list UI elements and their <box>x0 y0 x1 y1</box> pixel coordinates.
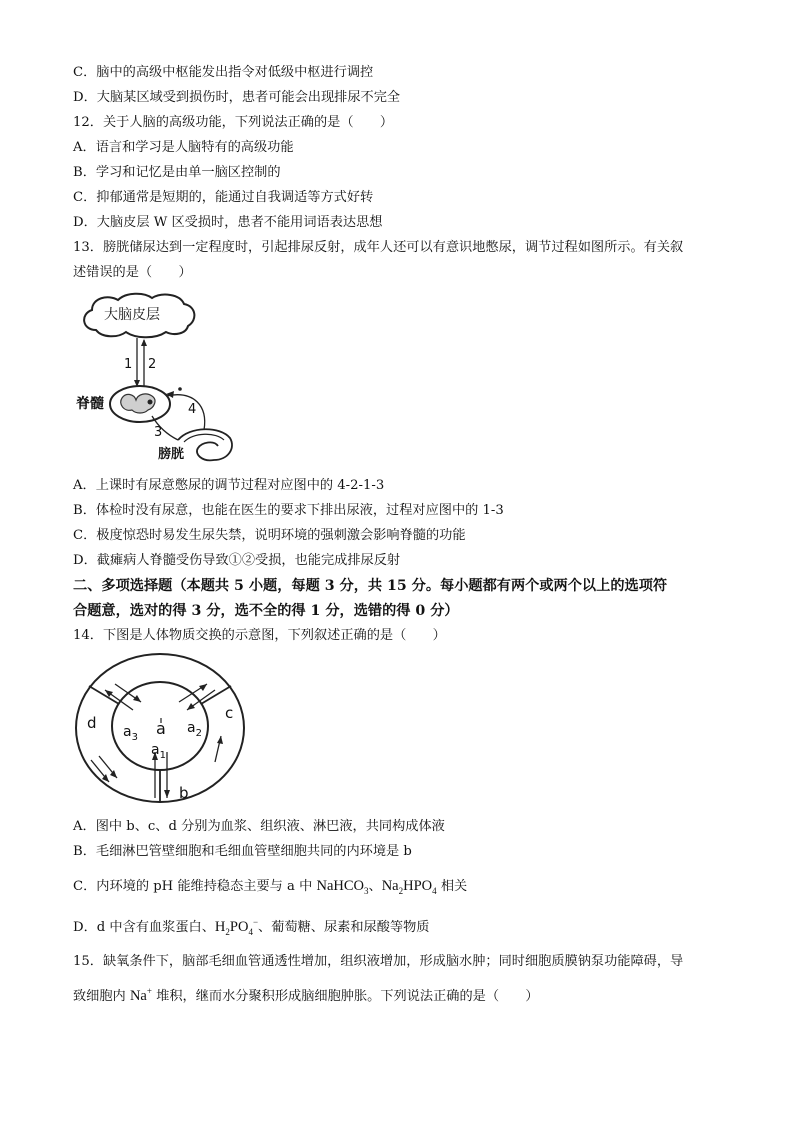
pathway-2-arrow <box>141 339 147 346</box>
q14-stem: 14．下图是人体物质交换的示意图，下列叙述正确的是（ ） <box>73 628 446 643</box>
label-b: b <box>179 784 189 802</box>
arrow-ring-lower-left <box>91 756 117 782</box>
q15-stem-line2: 致细胞内 Na+ 堆积，继而水分聚积形成脑细胞肿胀。下列说法正确的是（ ） <box>73 986 539 1004</box>
receptor-dot <box>178 387 182 391</box>
q14-option-a: A．图中 b、c、d 分别为血浆、组织液、淋巴液，共同构成体液 <box>73 819 445 834</box>
exchange-diagram <box>75 652 245 806</box>
bladder-label: 膀胱 <box>158 447 185 462</box>
q11-option-d: D．大脑某区域受到损伤时，患者可能会出现排尿不完全 <box>73 90 401 105</box>
bladder-inner <box>184 434 224 442</box>
spinal-cord-label: 脊髓 <box>76 396 104 412</box>
q13-option-c: C．极度惊恐时易发生尿失禁，说明环境的强刺激会影响脊髓的功能 <box>73 528 466 543</box>
q13-option-d: D．截瘫病人脊髓受伤导致①②受损，也能完成排尿反射 <box>73 553 401 568</box>
arrow-b-to-a1 <box>152 752 158 798</box>
q14-option-c: C．内环境的 pH 能维持稳态主要与 a 中 NaHCO$_3$、$Na_2HPO_4$ 相关 <box>73 878 468 896</box>
reflex-diagram <box>74 290 244 466</box>
label-c: c <box>225 704 234 722</box>
q15-stem-line1: 15．缺氧条件下，脑部毛细血管通透性增加，组织液增加，形成脑水肿；同时细胞质膜钠泵功能障碍，导 <box>73 954 684 969</box>
q13-option-a: A．上课时有尿意憋尿的调节过程对应图中的 4-2-1-3 <box>73 478 385 493</box>
label-d: d <box>87 714 97 732</box>
divider-top-right <box>201 686 231 704</box>
cortex-label: 大脑皮层 <box>104 307 160 323</box>
pathway-2-label: 2 <box>148 357 157 372</box>
q11-option-c: C．脑中的高级中枢能发出指令对低级中枢进行调控 <box>73 65 374 80</box>
arrow-ring-right <box>215 736 223 762</box>
neuron-dot <box>148 400 153 405</box>
label-a: a <box>156 719 166 738</box>
pathway-4-label: 4 <box>188 402 197 417</box>
label-a1: $a_1$ <box>151 742 166 761</box>
divider-top-left <box>89 686 119 704</box>
q13-option-b: B．体检时没有尿意，也能在医生的要求下排出尿液，过程对应图中的 1-3 <box>73 503 504 518</box>
q13-stem-line1: 13．膀胱储尿达到一定程度时，引起排尿反射，成年人还可以有意识地憋尿，调节过程如图所示。有关叙 <box>73 240 684 255</box>
section2-heading-line1: 二、多项选择题（本题共 5 小题，每题 3 分，共 15 分。每小题都有两个或两个以上的选项符 <box>73 578 668 594</box>
q12-option-a: A．语言和学习是人脑特有的高级功能 <box>73 140 294 155</box>
pathway-1-label: 1 <box>124 357 133 372</box>
pathway-3-label: 3 <box>154 425 163 440</box>
section2-heading-line2: 合题意，选对的得 3 分，选不全的得 1 分，选错的得 0 分） <box>73 603 459 619</box>
pathway-4-line <box>166 395 205 430</box>
label-a2: $a_2$ <box>187 720 202 739</box>
q14-option-d: D．d 中含有血浆蛋白、$H_2PO_4^-$、葡萄糖、尿素和尿酸等物质 <box>73 917 430 937</box>
q14-option-b: B．毛细淋巴管壁细胞和毛细血管壁细胞共同的内环境是 b <box>73 844 412 859</box>
q12-option-d: D．大脑皮层 W 区受损时，患者不能用词语表达思想 <box>73 215 383 230</box>
q12-option-c: C．抑郁通常是短期的，能通过自我调适等方式好转 <box>73 190 374 205</box>
label-a3: $a_3$ <box>123 724 138 743</box>
q13-stem-line2: 述错误的是（ ） <box>73 265 192 280</box>
q12-option-b: B．学习和记忆是由单一脑区控制的 <box>73 165 281 180</box>
q12-stem: 12．关于人脑的高级功能，下列说法正确的是（ ） <box>73 115 394 130</box>
